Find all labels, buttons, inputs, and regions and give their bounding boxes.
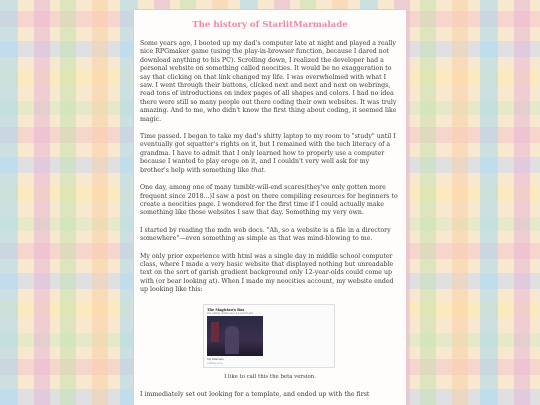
paragraph-tumblr: One day, among one of many tumblr-will-end scares(they've only gotten more frequent since 2018...)I saw a post on there compiling resources for beginners to create a neocities page. I wondered for the first time if I could actually make something like those websites I saw that day. Something my very own. xyxy=(140,184,398,217)
screenshot-artwork xyxy=(207,316,263,356)
artwork-accent xyxy=(211,322,219,342)
paragraph-template: I immediately set out looking for a template, and ended up with the first xyxy=(140,390,370,398)
screenshot-title: The Magician's Box xyxy=(207,307,245,312)
artwork-figure xyxy=(225,326,239,354)
paragraph-mdn: I started by reading the mdn web docs. "Ah, so a website is a file in a directory somewhere"—even something as simple as that was mind-blowing to me. xyxy=(140,226,391,243)
screenshot-footer: My Interests xyxy=(207,357,224,361)
screenshot-caption: I like to call this the beta version. xyxy=(224,373,316,380)
article-body xyxy=(134,40,406,399)
paragraph-laptop-text: Time passed. I began to take my dad's shitty laptop to my room to "study" until I eventually got squatter's rights on it, but I remained with the tech literacy of a grandma. I have to admit that I only learned how to properly use a computer because I wanted to play eroge on it, and I couldn't very well ask for my brother's help with something like xyxy=(140,133,396,174)
beta-website-screenshot xyxy=(203,304,335,368)
paragraph-laptop-end: . xyxy=(263,166,266,174)
paragraph-experience: My only prior experience with html was a single day in middle school computer class, where I made a very basic website that displayed nothing but unreadable text on the sort of garish gradient background only 12-year-olds could come up with (or bear looking at). When I made my neocities account, my website ended up looking like this: xyxy=(140,252,394,294)
screenshot-subtitle: the online dollhouse of a weird girl xyxy=(207,311,254,315)
paragraph-laptop xyxy=(140,133,400,175)
paragraph-intro: Some years ago, I booted up my dad's computer late at night and played a really nice RPGmaker game (using the play-in-browser function, because I dared not download anything to his PC). Scrolling down, I realized the developer had a personal website on something called neocities. It would be no exaggeration to say that clicking on that link changed my life. I was overwhelmed with what I saw. I went through their buttons, clicked next and next and next on webrings, read tons of introductions on index pages of all shapes and colors. I had no idea there were still so many people out there coding their own websites. It was truly amazing. And to me, who didn't know the first thing about coding, it seemed like magic. xyxy=(140,40,397,123)
page-title: The history of StarlitMarmalade xyxy=(192,20,348,30)
emphasis-that: that xyxy=(251,166,264,174)
content-panel xyxy=(133,9,407,405)
screenshot-footer-note: coming soon xyxy=(207,361,223,365)
